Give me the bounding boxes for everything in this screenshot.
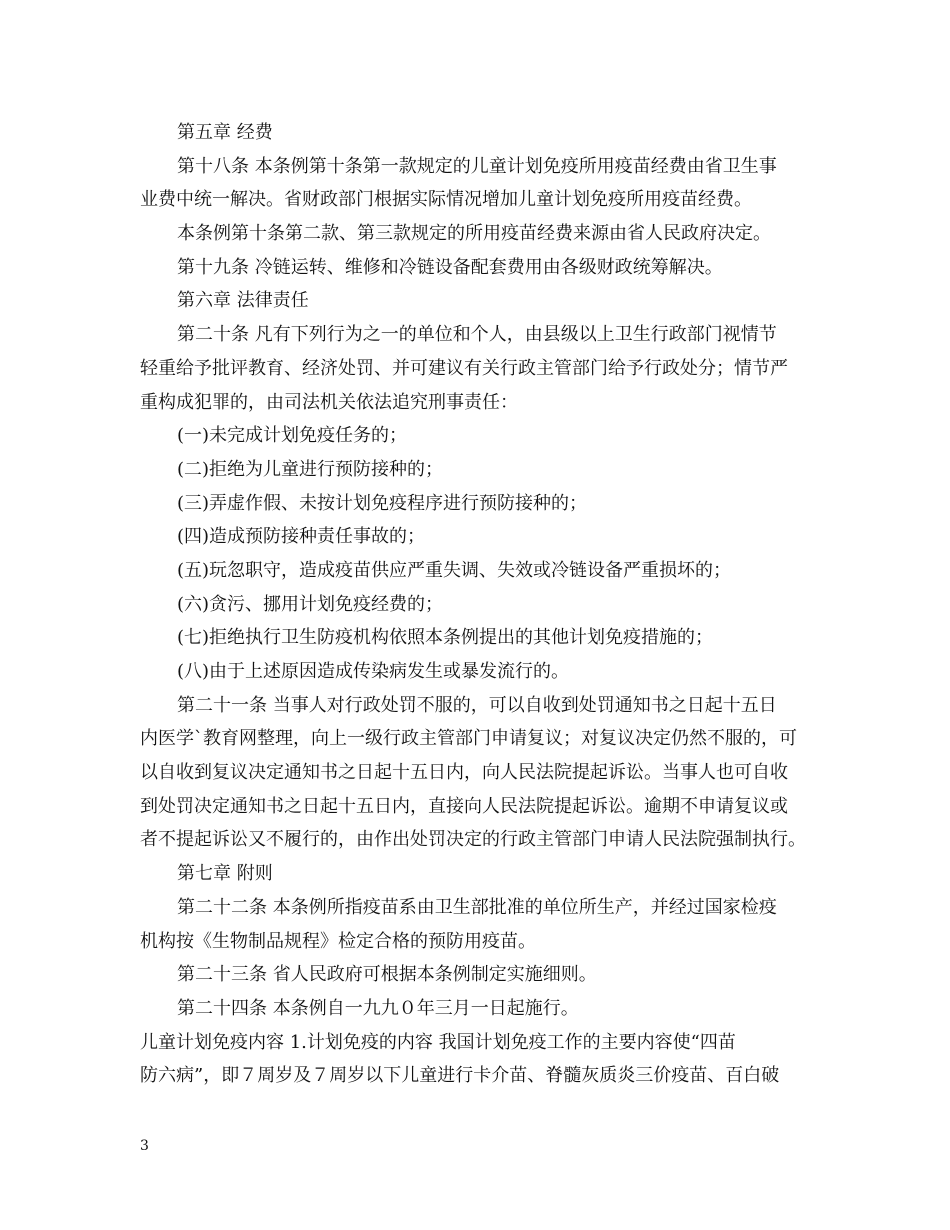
text-line: 以自收到复议决定通知书之日起十五日内，向人民法院提起诉讼。当事人也可自收 bbox=[140, 762, 788, 784]
text-line: (八)由于上述原因造成传染病发生或暴发流行的。 bbox=[177, 661, 570, 682]
text-line: 第二十四条 本条例自一九九０年三月一日起施行。 bbox=[177, 997, 579, 1019]
text-line: 机构按《生物制品规程》检定合格的预防用疫苗。 bbox=[140, 930, 536, 952]
document-body bbox=[140, 116, 812, 1093]
text-line: 第七章 附则 bbox=[177, 863, 273, 885]
text-line: 内医学`教育网整理，向上一级行政主管部门申请复议；对复议决定仍然不服的，可 bbox=[140, 728, 797, 750]
text-line: 轻重给予批评教育、经济处罚、并可建议有关行政主管部门给予行政处分；情节严 bbox=[140, 357, 788, 379]
text-line: (三)弄虚作假、未按计划免疫程序进行预防接种的； bbox=[177, 492, 588, 514]
text-line: (二)拒绝为儿童进行预防接种的； bbox=[177, 458, 444, 480]
text-line: 者不提起诉讼又不履行的，由作出处罚决定的行政主管部门申请人民法院强制执行。 bbox=[140, 829, 806, 851]
text-line: 第十八条 本条例第十条第一款规定的儿童计划免疫所用疫苗经费由省卫生事 bbox=[177, 155, 777, 177]
text-line: (六)贪污、挪用计划免疫经费的； bbox=[177, 593, 444, 615]
text-line: (七)拒绝执行卫生防疫机构依照本条例提出的其他计划免疫措施的； bbox=[177, 627, 714, 649]
text-line: 本条例第十条第二款、第三款规定的所用疫苗经费来源由省人民政府决定。 bbox=[177, 223, 771, 245]
text-line: 业费中统一解决。省财政部门根据实际情况增加儿童计划免疫所用疫苗经费。 bbox=[140, 189, 752, 211]
text-line: 儿童计划免疫内容 1.计划免疫的内容 我国计划免疫工作的主要内容使“四苗 bbox=[140, 1031, 736, 1053]
text-line: 第五章 经费 bbox=[177, 122, 273, 143]
text-line: (四)造成预防接种责任事故的； bbox=[177, 526, 426, 548]
page-number: 3 bbox=[140, 1138, 149, 1154]
text-line: 第二十三条 省人民政府可根据本条例制定实施细则。 bbox=[177, 964, 597, 986]
text-line: (五)玩忽职守，造成疫苗供应严重失调、失效或冷链设备严重损坏的； bbox=[177, 559, 732, 581]
text-line: 到处罚决定通知书之日起十五日内，直接向人民法院提起诉讼。逾期不申请复议或 bbox=[140, 795, 788, 817]
text-line: 第十九条 冷链运转、维修和冷链设备配套费用由各级财政统筹解决。 bbox=[177, 256, 723, 278]
text-line: 重构成犯罪的，由司法机关依法追究刑事责任： bbox=[140, 391, 518, 413]
text-line: (一)未完成计划免疫任务的； bbox=[177, 425, 408, 447]
text-line: 防六病”，即７周岁及７周岁以下儿童进行卡介苗、脊髓灰质炎三价疫苗、百白破 bbox=[140, 1065, 780, 1087]
text-line: 第六章 法律责任 bbox=[177, 290, 309, 312]
text-line: 第二十条 凡有下列行为之一的单位和个人，由县级以上卫生行政部门视情节 bbox=[177, 324, 777, 346]
text-line: 第二十二条 本条例所指疫苗系由卫生部批准的单位所生产，并经过国家检疫 bbox=[177, 896, 777, 918]
text-line: 第二十一条 当事人对行政处罚不服的，可以自收到处罚通知书之日起十五日 bbox=[177, 694, 777, 716]
